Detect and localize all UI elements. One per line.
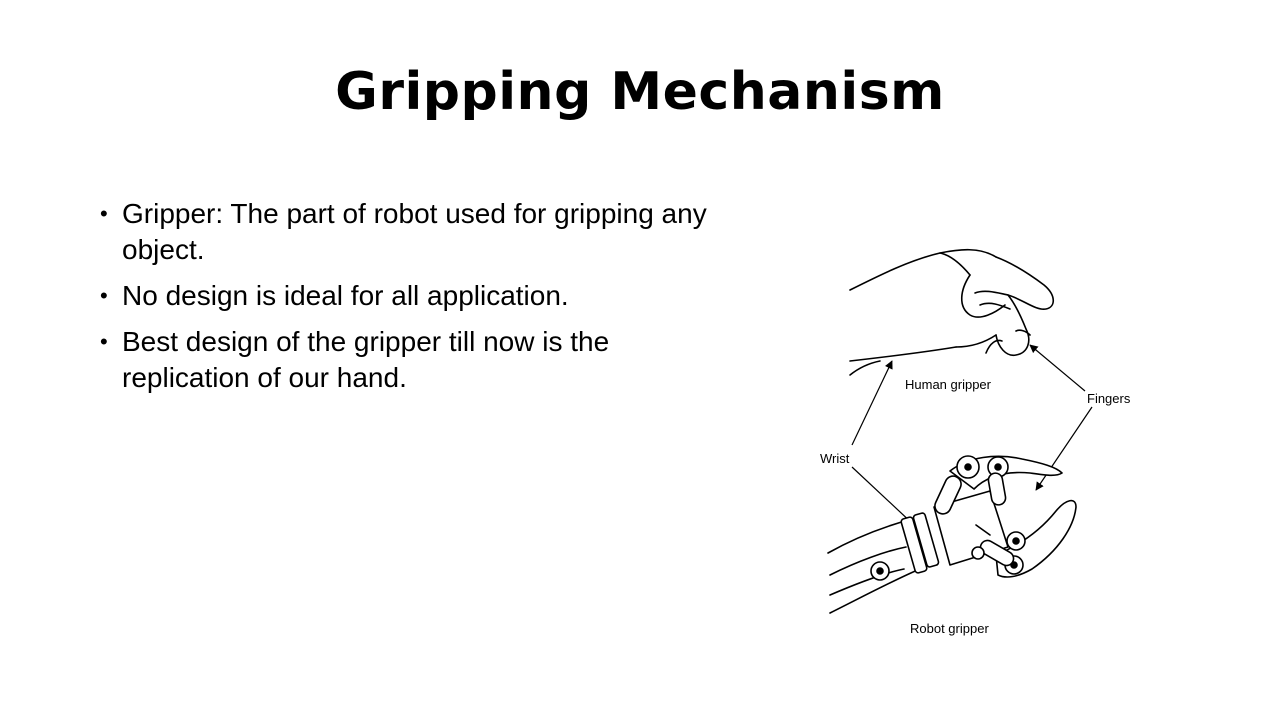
bullet-list (100, 196, 740, 406)
label-fingers: Fingers (1087, 391, 1131, 406)
bullet-item (100, 278, 740, 314)
bullet-dot-icon: • (100, 329, 108, 354)
bullet-text: Best design of the gripper till now is the replication of our hand. (122, 326, 610, 393)
gripper-illustration (800, 235, 1160, 655)
label-robot-gripper: Robot gripper (910, 621, 989, 636)
human-hand-icon (850, 250, 1053, 375)
bullet-dot-icon: • (100, 283, 108, 308)
bullet-item (100, 324, 740, 396)
label-wrist: Wrist (820, 451, 850, 466)
bullet-text: Gripper: The part of robot used for gripping any object. (122, 198, 707, 265)
bullet-dot-icon: • (100, 201, 108, 226)
label-human-gripper: Human gripper (905, 377, 991, 392)
bullet-text: No design is ideal for all application. (122, 280, 569, 311)
slide-title: Gripping Mechanism (335, 62, 945, 122)
bullet-item (100, 196, 740, 268)
